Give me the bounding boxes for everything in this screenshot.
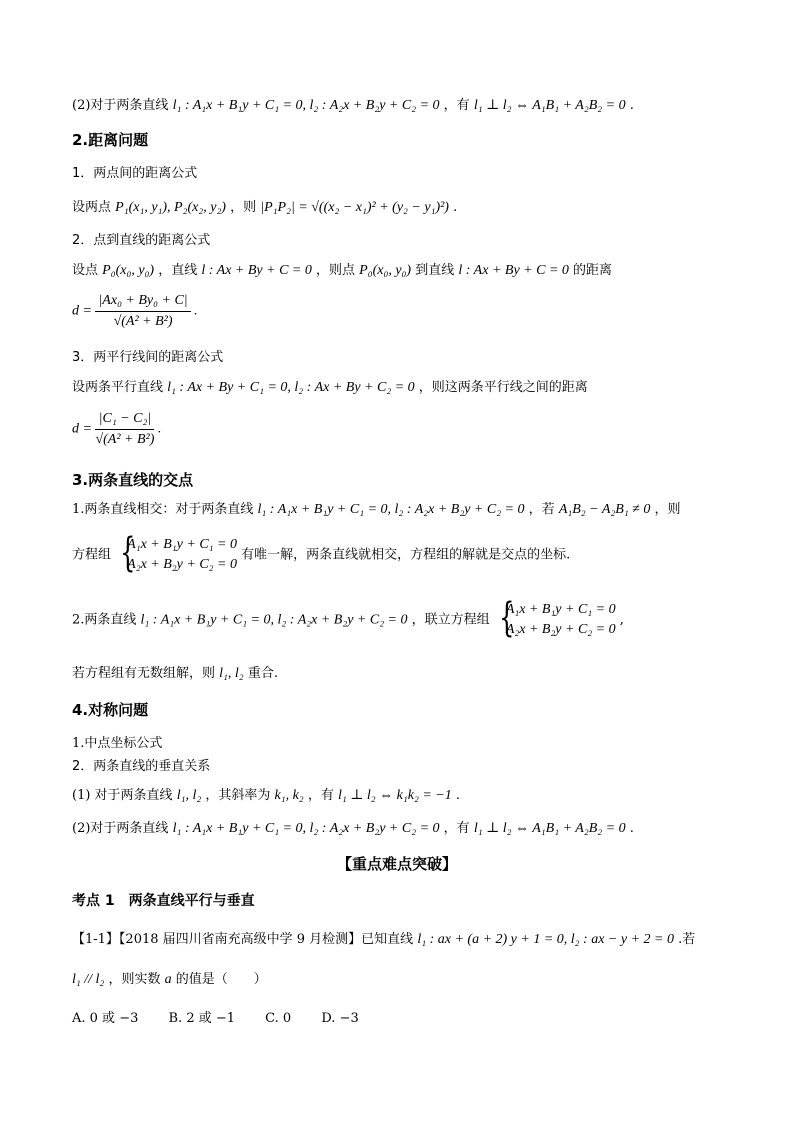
intersection-condition-line (72, 501, 681, 519)
text: ，则 (230, 200, 257, 215)
equation: l : Ax + By + C = 0 (458, 263, 569, 278)
two-point-formula-line (72, 199, 457, 217)
equation: P₁(x₁, y₁), P₂(x₂, y₂) (115, 200, 226, 215)
text: 设点 (72, 263, 99, 278)
equation: A₁x + B₁y + C₁ = 0 (505, 602, 616, 617)
text: ，有 (307, 788, 334, 803)
text: ，则点 (316, 263, 356, 278)
topic-heading: 考点 1 两条直线平行与垂直 (72, 893, 255, 909)
text: 1.两条直线相交：对于两条直线 (72, 502, 254, 517)
equation: l₁, l₂ (176, 788, 202, 803)
brace: { (120, 530, 136, 576)
text: 的距离 (573, 263, 613, 278)
question-stem-line (72, 931, 695, 949)
text: ，其斜率为 (205, 788, 271, 803)
equation: l₁ ⊥ l₂ ⇔ A₁B₁ + A₂B₂ = 0 (473, 98, 626, 113)
question-stem-line-2 (72, 971, 267, 989)
choice-d[interactable]: D. −3 (321, 1011, 359, 1026)
fraction (95, 410, 154, 449)
answer-choices (72, 1010, 385, 1028)
perp-condition-line-top (72, 97, 634, 115)
choice-b[interactable]: B. 2 或 −1 (168, 1011, 236, 1026)
equation: l₁ : Ax + By + C₁ = 0, l₂ : Ax + By + C₂ = 0 (167, 380, 415, 395)
denominator: √(A² + B²) (95, 432, 155, 447)
equation: d = (72, 421, 92, 437)
equation: l₁ : A₁x + B₁y + C₁ = 0, l₂ : A₂x + B₂y + C₂ = 0 (257, 502, 525, 517)
system-joint-line (72, 595, 624, 641)
equation: l₁, l₂ (219, 666, 244, 681)
equation: l₁ // l₂ (72, 972, 105, 987)
equation: P₀(x₀, y₀) (102, 263, 155, 278)
numerator: |Ax₀ + By₀ + C| (95, 292, 190, 312)
equation: P₀(x₀, y₀) (359, 263, 412, 278)
text: 设两点 (72, 200, 112, 215)
equation-system (115, 530, 237, 576)
equation: d = (72, 303, 92, 319)
text: . (629, 821, 634, 836)
text: 到直线 (415, 263, 455, 278)
text: 的值是（ ） (175, 972, 267, 987)
point-line-setup-line (72, 262, 612, 280)
text: 2.两条直线 (72, 612, 137, 628)
text: ，直线 (158, 263, 198, 278)
section-title-key-points: 【重点难点突破】 (336, 855, 457, 873)
text: . (157, 421, 162, 437)
perpendicular-subheading: 2．两条直线的垂直关系 (72, 759, 211, 774)
numerator: |C₁ − C₂| (95, 410, 154, 430)
equation: l : Ax + By + C = 0 (201, 263, 312, 278)
heading-intersection: 3.两条直线的交点 (72, 471, 194, 489)
subheading-parallel-distance: 3．两平行线间的距离公式 (72, 350, 224, 365)
text: . (453, 200, 458, 215)
fraction (95, 292, 190, 331)
midpoint-formula-line: 1.中点坐标公式 (72, 736, 163, 751)
choice-a[interactable]: A. 0 或 −3 (72, 1011, 139, 1026)
text: .若 (678, 932, 696, 947)
coincide-line (72, 665, 278, 683)
equation: k₁, k₂ (274, 788, 304, 803)
brace: { (498, 595, 515, 641)
text: . (194, 303, 198, 319)
text: ，有 (443, 98, 470, 113)
text: ，则 (654, 502, 681, 517)
equation: A₂x + B₂y + C₂ = 0 (505, 622, 616, 637)
parallel-distance-formula (72, 410, 161, 449)
equation: A₁B₂ − A₂B₁ ≠ 0 (558, 502, 651, 517)
text: ，则这两条平行线之间的距离 (418, 380, 588, 395)
text: ，则实数 (108, 972, 161, 987)
general-perp-line (72, 820, 634, 838)
text: 方程组 (72, 547, 112, 563)
parallel-setup-line (72, 379, 588, 397)
equation: |P₁P₂| = √((x₂ − x₁)² + (y₂ − y₁)²) (260, 200, 449, 215)
text: 设两条平行直线 (72, 380, 164, 395)
text: (2)对于两条直线 (72, 821, 169, 836)
equation: l₁ ⊥ l₂ ⇔ A₁B₁ + A₂B₂ = 0 (473, 821, 626, 836)
equation: l₁ : A₁x + B₁y + C₁ = 0, l₂ : A₂x + B₂y + C₂ = 0 (140, 612, 408, 628)
subheading-point-line-distance: 2．点到直线的距离公式 (72, 233, 211, 248)
text: (2)对于两条直线 (72, 98, 169, 113)
subheading-two-point-distance: 1．两点间的距离公式 (72, 166, 198, 181)
choice-c[interactable]: C. 0 (265, 1011, 292, 1026)
text: 重合. (247, 666, 278, 681)
equation-system (494, 595, 616, 641)
text: . (455, 788, 461, 803)
heading-distance: 2.距离问题 (72, 131, 149, 149)
system-unique-solution-line (72, 530, 571, 576)
text: . (629, 98, 634, 113)
denominator: √(A² + B²) (113, 314, 173, 329)
text: 若方程组有无数组解，则 (72, 666, 216, 681)
heading-symmetry: 4.对称问题 (72, 701, 149, 719)
equation: A₁x + B₁y + C₁ = 0 (127, 537, 237, 552)
slope-perp-line (72, 787, 460, 805)
text: ，有 (443, 821, 470, 836)
text: ，联立方程组 (411, 612, 490, 628)
equation: l₁ ⊥ l₂ ⇔ k₁k₂ = −1 (337, 788, 452, 803)
equation: l₁ : A₁x + B₁y + C₁ = 0, l₂ : A₂x + B₂y + C₂ = 0 (172, 98, 440, 113)
text: (1) 对于两条直线 (72, 788, 173, 803)
text: , (619, 612, 624, 628)
equation: l₁ : ax + (a + 2) y + 1 = 0, l₂ : ax − y + 2 = 0 (417, 932, 674, 947)
text: 有唯一解，两条直线就相交，方程组的解就是交点的坐标. (241, 547, 571, 563)
equation: a (164, 972, 172, 987)
text: 【1-1】【2018 届四川省南充高级中学 9 月检测】已知直线 (72, 932, 414, 947)
point-line-distance-formula (72, 292, 198, 331)
equation: A₂x + B₂y + C₂ = 0 (127, 557, 237, 572)
equation: l₁ : A₁x + B₁y + C₁ = 0, l₂ : A₂x + B₂y + C₂ = 0 (172, 821, 440, 836)
text: ，若 (528, 502, 555, 517)
